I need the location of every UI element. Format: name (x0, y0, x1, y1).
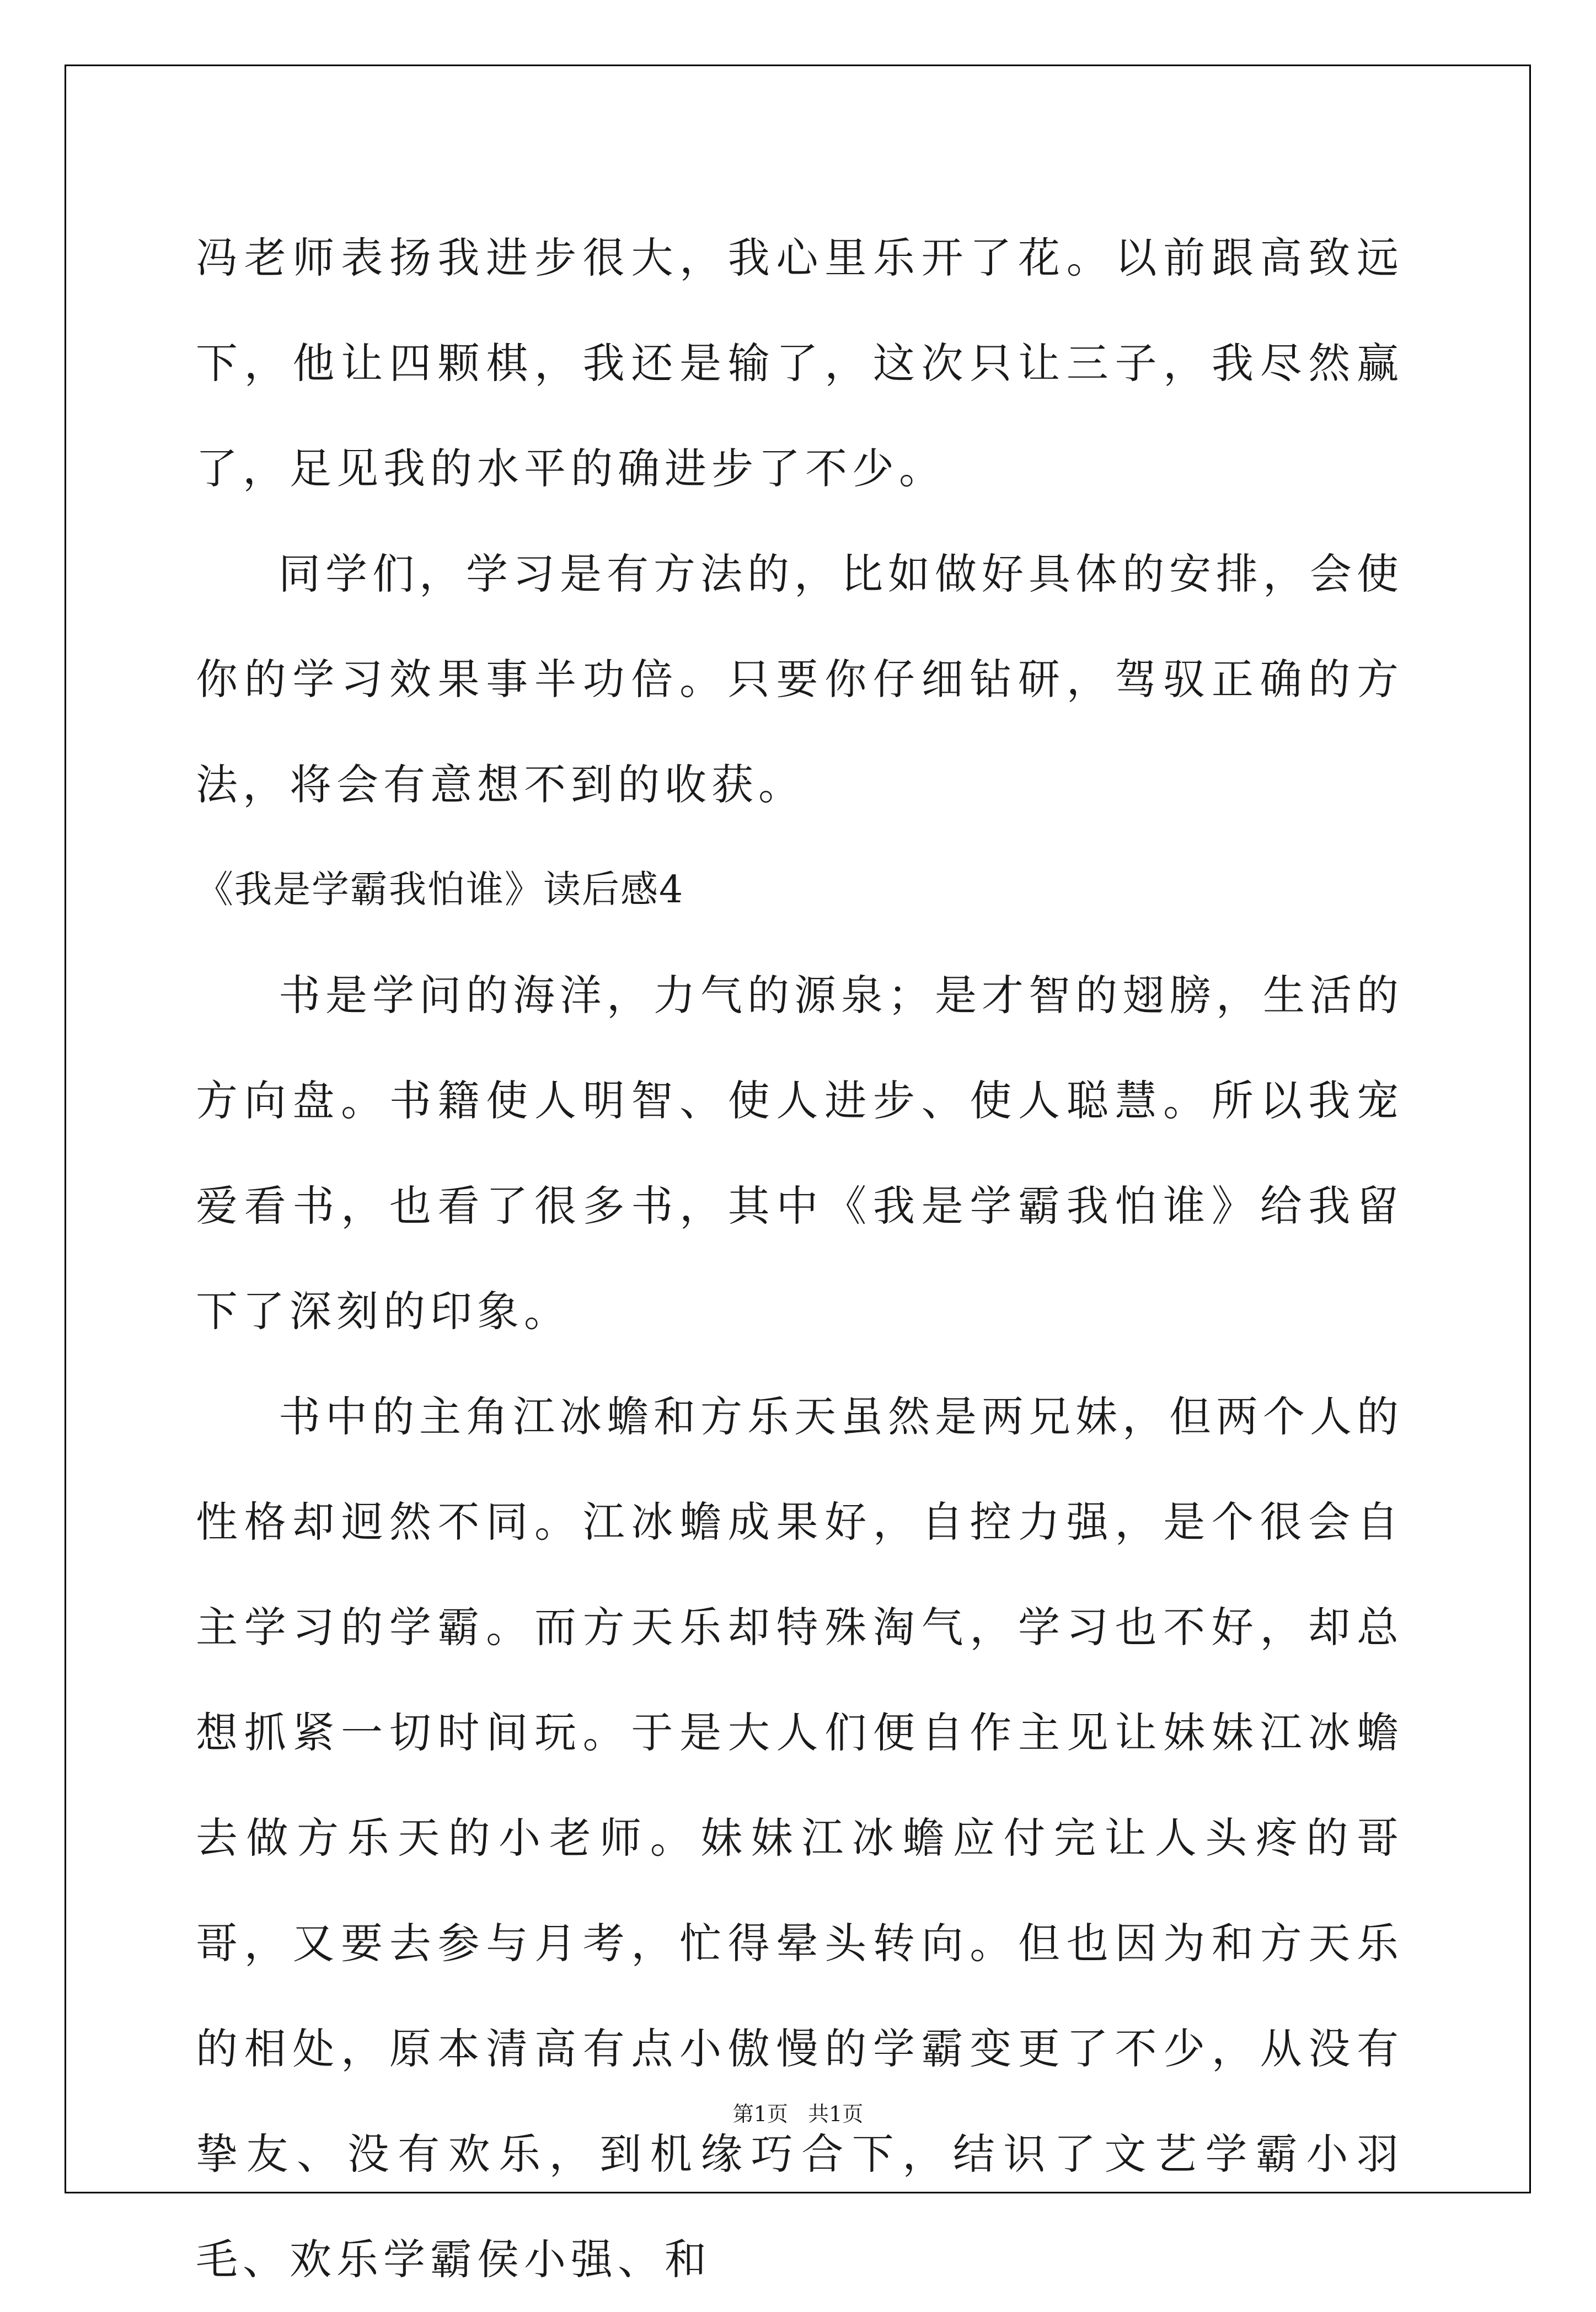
paragraph: 同学们，学习是有方法的，比如做好具体的安排，会使你的学习效果事半功倍。只要你仔细钻研，驾驭正确的方法，将会有意想不到的收获。 (196, 549, 1404, 809)
paragraph: 书是学问的海洋，力气的源泉；是才智的翅膀，生活的方向盘。书籍使人明智、使人进步、使人聪慧。所以我宠爱看书，也看了很多书，其中《我是学霸我怕谁》给我留下了深刻的印象。 (196, 971, 1404, 1336)
page-footer (0, 2100, 1596, 2128)
page-total: 共1页 (808, 2102, 864, 2126)
section-heading: 《我是学霸我怕谁》读后感4 (196, 868, 684, 912)
paragraph-continued: 冯老师表扬我进步很大，我心里乐开了花。以前跟高致远下，他让四颗棋，我还是输了，这次只让三子，我尽然赢了，足见我的水平的确进步了不少。 (196, 233, 1404, 493)
paragraph: 书中的主角江冰蟾和方乐天虽然是两兄妹，但两个人的性格却迥然不同。江冰蟾成果好，自控力强，是个很会自主学习的学霸。而方天乐却特殊淘气，学习也不好，却总想抓紧一切时间玩。于是大人们便自作主见让妹妹江冰蟾去做方乐天的小老师。妹妹江冰蟾应付完让人头疼的哥哥，又要去参与月考，忙得晕头转向。但也因为和方天乐的相处，原本清高有点小傲慢的学霸变更了不少，从没有挚友、没有欢乐，到机缘巧合下，结识了文艺学霸小羽毛、欢乐学霸侯小强、和 (196, 1392, 1404, 2284)
page-number: 第1页 (732, 2102, 788, 2126)
document-body (196, 205, 1404, 2312)
